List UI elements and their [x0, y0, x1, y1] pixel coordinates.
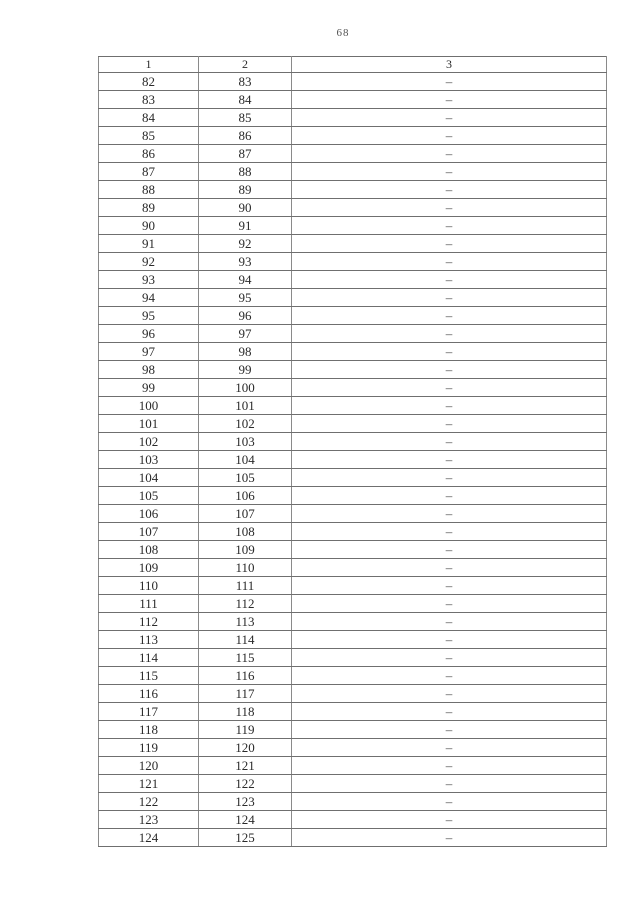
table-row — [99, 127, 607, 145]
table-cell-col3: – — [292, 361, 607, 379]
table-cell-col3: – — [292, 397, 607, 415]
table-cell-col3: – — [292, 379, 607, 397]
table-cell-col1: 85 — [99, 127, 199, 145]
table-row — [99, 397, 607, 415]
table-cell-col3: – — [292, 343, 607, 361]
table-cell-col1: 94 — [99, 289, 199, 307]
table-row — [99, 739, 607, 757]
table-cell-col2: 99 — [199, 361, 292, 379]
table-cell-col3: – — [292, 145, 607, 163]
table-cell-col1: 95 — [99, 307, 199, 325]
table-row — [99, 379, 607, 397]
table-cell-col1: 93 — [99, 271, 199, 289]
table-cell-col2: 117 — [199, 685, 292, 703]
table-cell-col3: – — [292, 235, 607, 253]
table-row — [99, 649, 607, 667]
table-cell-col2: 113 — [199, 613, 292, 631]
table-cell-col1: 116 — [99, 685, 199, 703]
table-row — [99, 703, 607, 721]
table-body — [99, 73, 607, 847]
table-cell-col3: – — [292, 739, 607, 757]
table-cell-col2: 112 — [199, 595, 292, 613]
table-cell-col2: 121 — [199, 757, 292, 775]
table-cell-col1: 86 — [99, 145, 199, 163]
table-row — [99, 793, 607, 811]
table-row — [99, 217, 607, 235]
table-row — [99, 235, 607, 253]
table-cell-col1: 110 — [99, 577, 199, 595]
table-cell-col1: 98 — [99, 361, 199, 379]
table-cell-col3: – — [292, 271, 607, 289]
table-cell-col3: – — [292, 631, 607, 649]
table-row — [99, 559, 607, 577]
column-header-2: 2 — [199, 57, 292, 73]
table-cell-col3: – — [292, 199, 607, 217]
table-cell-col3: – — [292, 793, 607, 811]
table-cell-col1: 108 — [99, 541, 199, 559]
table-cell-col1: 118 — [99, 721, 199, 739]
table-row — [99, 325, 607, 343]
table-cell-col3: – — [292, 559, 607, 577]
table-cell-col3: – — [292, 127, 607, 145]
table-cell-col1: 90 — [99, 217, 199, 235]
table-row — [99, 343, 607, 361]
table-cell-col2: 95 — [199, 289, 292, 307]
table-cell-col3: – — [292, 325, 607, 343]
table-row — [99, 361, 607, 379]
table-cell-col3: – — [292, 163, 607, 181]
table-row — [99, 505, 607, 523]
table-row — [99, 667, 607, 685]
table-cell-col3: – — [292, 649, 607, 667]
table-cell-col1: 115 — [99, 667, 199, 685]
table-cell-col2: 94 — [199, 271, 292, 289]
table-cell-col2: 105 — [199, 469, 292, 487]
table-cell-col3: – — [292, 775, 607, 793]
table-cell-col3: – — [292, 505, 607, 523]
table-cell-col2: 97 — [199, 325, 292, 343]
table-cell-col3: – — [292, 73, 607, 91]
table-cell-col1: 88 — [99, 181, 199, 199]
table-cell-col3: – — [292, 469, 607, 487]
table-cell-col2: 103 — [199, 433, 292, 451]
table-cell-col1: 113 — [99, 631, 199, 649]
table-row — [99, 595, 607, 613]
table-row — [99, 685, 607, 703]
table-row — [99, 613, 607, 631]
table-cell-col2: 108 — [199, 523, 292, 541]
table-cell-col1: 91 — [99, 235, 199, 253]
table-cell-col3: – — [292, 109, 607, 127]
table-cell-col1: 99 — [99, 379, 199, 397]
column-header-3: 3 — [292, 57, 607, 73]
table-cell-col1: 114 — [99, 649, 199, 667]
table-row — [99, 109, 607, 127]
table-cell-col1: 87 — [99, 163, 199, 181]
table-cell-col1: 112 — [99, 613, 199, 631]
table-cell-col2: 85 — [199, 109, 292, 127]
table-cell-col1: 82 — [99, 73, 199, 91]
table-cell-col3: – — [292, 415, 607, 433]
column-header-1: 1 — [99, 57, 199, 73]
table-row — [99, 289, 607, 307]
table-cell-col2: 83 — [199, 73, 292, 91]
table-cell-col2: 98 — [199, 343, 292, 361]
table-cell-col2: 100 — [199, 379, 292, 397]
table-cell-col2: 111 — [199, 577, 292, 595]
table-cell-col3: – — [292, 613, 607, 631]
table-row — [99, 577, 607, 595]
table-cell-col1: 123 — [99, 811, 199, 829]
table-cell-col2: 84 — [199, 91, 292, 109]
table-cell-col1: 104 — [99, 469, 199, 487]
table-cell-col1: 107 — [99, 523, 199, 541]
table-cell-col1: 124 — [99, 829, 199, 847]
table-cell-col2: 118 — [199, 703, 292, 721]
table-cell-col2: 114 — [199, 631, 292, 649]
page-number: 68 — [336, 27, 350, 39]
table-row — [99, 523, 607, 541]
table-cell-col2: 101 — [199, 397, 292, 415]
table-row — [99, 451, 607, 469]
table-cell-col3: – — [292, 595, 607, 613]
table-cell-col2: 89 — [199, 181, 292, 199]
table-cell-col2: 86 — [199, 127, 292, 145]
table-cell-col1: 102 — [99, 433, 199, 451]
table-row — [99, 91, 607, 109]
table-cell-col1: 100 — [99, 397, 199, 415]
table-cell-col1: 121 — [99, 775, 199, 793]
table-cell-col1: 111 — [99, 595, 199, 613]
table-row — [99, 199, 607, 217]
table-row — [99, 829, 607, 847]
table-cell-col1: 106 — [99, 505, 199, 523]
table-cell-col2: 123 — [199, 793, 292, 811]
table-cell-col2: 119 — [199, 721, 292, 739]
table-row — [99, 631, 607, 649]
table-cell-col1: 120 — [99, 757, 199, 775]
table-cell-col2: 116 — [199, 667, 292, 685]
table-row — [99, 811, 607, 829]
table-cell-col1: 96 — [99, 325, 199, 343]
table-cell-col2: 90 — [199, 199, 292, 217]
table-cell-col1: 89 — [99, 199, 199, 217]
table-cell-col3: – — [292, 757, 607, 775]
table-cell-col3: – — [292, 181, 607, 199]
table-cell-col2: 91 — [199, 217, 292, 235]
table-cell-col1: 105 — [99, 487, 199, 505]
table-cell-col1: 117 — [99, 703, 199, 721]
table-cell-col3: – — [292, 307, 607, 325]
table-cell-col2: 110 — [199, 559, 292, 577]
table-cell-col1: 122 — [99, 793, 199, 811]
table-cell-col3: – — [292, 253, 607, 271]
table-cell-col1: 101 — [99, 415, 199, 433]
table-cell-col2: 102 — [199, 415, 292, 433]
table-row — [99, 271, 607, 289]
data-table — [98, 56, 607, 847]
table-cell-col2: 106 — [199, 487, 292, 505]
table-row — [99, 721, 607, 739]
table-cell-col3: – — [292, 91, 607, 109]
table-row — [99, 73, 607, 91]
table-cell-col2: 104 — [199, 451, 292, 469]
table-cell-col2: 122 — [199, 775, 292, 793]
table-row — [99, 253, 607, 271]
table-cell-col3: – — [292, 217, 607, 235]
table-row — [99, 163, 607, 181]
table-cell-col2: 124 — [199, 811, 292, 829]
table-row — [99, 433, 607, 451]
table-cell-col2: 96 — [199, 307, 292, 325]
table-cell-col3: – — [292, 487, 607, 505]
table-row — [99, 775, 607, 793]
table-header-row — [99, 57, 607, 73]
table-cell-col3: – — [292, 703, 607, 721]
table-cell-col3: – — [292, 667, 607, 685]
table-cell-col3: – — [292, 685, 607, 703]
table-row — [99, 145, 607, 163]
table-row — [99, 415, 607, 433]
table-cell-col2: 115 — [199, 649, 292, 667]
table-cell-col1: 119 — [99, 739, 199, 757]
table-row — [99, 469, 607, 487]
table-cell-col2: 125 — [199, 829, 292, 847]
table-cell-col3: – — [292, 433, 607, 451]
table-cell-col1: 97 — [99, 343, 199, 361]
table-cell-col3: – — [292, 721, 607, 739]
table-row — [99, 541, 607, 559]
table-cell-col1: 84 — [99, 109, 199, 127]
table-cell-col1: 92 — [99, 253, 199, 271]
table-cell-col2: 92 — [199, 235, 292, 253]
table-cell-col2: 93 — [199, 253, 292, 271]
table-cell-col3: – — [292, 541, 607, 559]
table-cell-col2: 88 — [199, 163, 292, 181]
table-cell-col3: – — [292, 451, 607, 469]
table-row — [99, 307, 607, 325]
table-cell-col2: 109 — [199, 541, 292, 559]
table-cell-col3: – — [292, 829, 607, 847]
table-cell-col3: – — [292, 523, 607, 541]
table-row — [99, 757, 607, 775]
table-row — [99, 181, 607, 199]
table-cell-col1: 103 — [99, 451, 199, 469]
table-cell-col3: – — [292, 577, 607, 595]
table-cell-col1: 109 — [99, 559, 199, 577]
table-cell-col2: 87 — [199, 145, 292, 163]
table-cell-col2: 107 — [199, 505, 292, 523]
table-cell-col1: 83 — [99, 91, 199, 109]
table-row — [99, 487, 607, 505]
table-cell-col3: – — [292, 289, 607, 307]
table-cell-col2: 120 — [199, 739, 292, 757]
table-cell-col3: – — [292, 811, 607, 829]
